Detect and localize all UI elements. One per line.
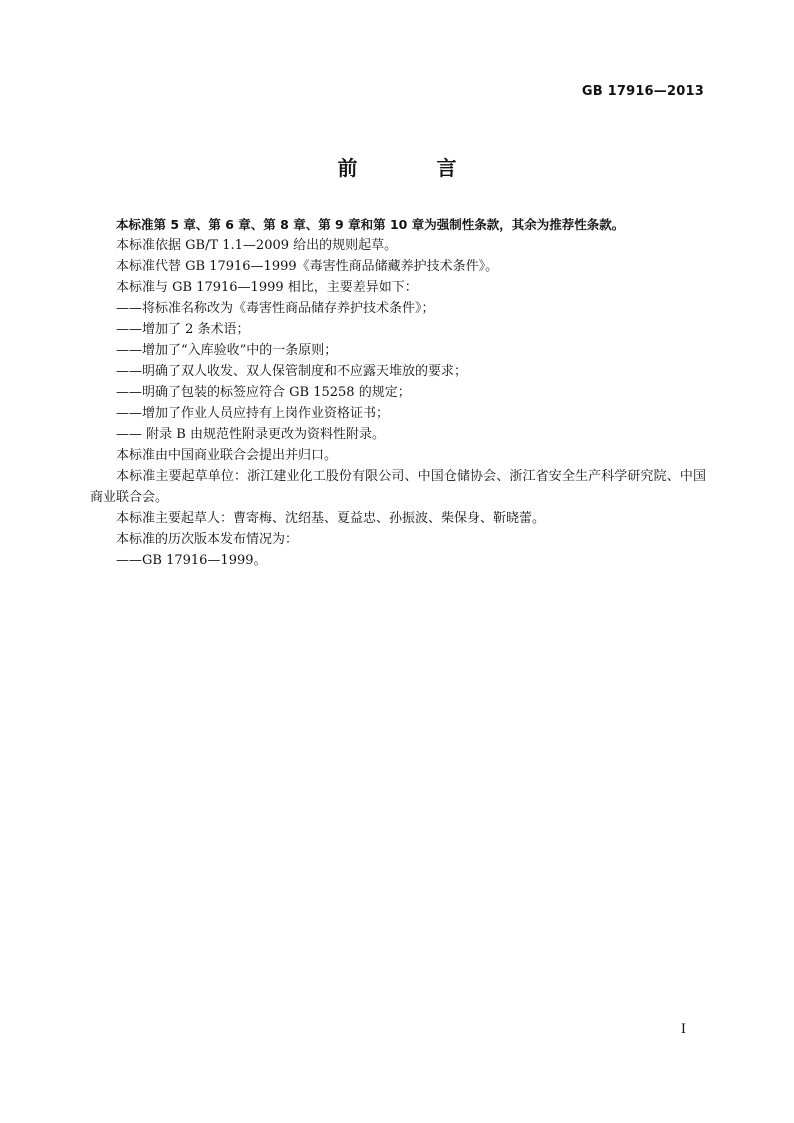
paragraph-drafting-rules: 本标准依据 GB/T 1.1—2009 给出的规则起草。 [116, 238, 398, 253]
list-item-change: ——将标准名称改为《毒害性商品储存养护技术条件》； [116, 301, 435, 316]
list-item-history: ——GB 17916—1999。 [116, 553, 267, 568]
paragraph-history-intro: 本标准的历次版本发布情况为： [116, 532, 299, 547]
page-title: 前 言 [337, 156, 493, 180]
page-number: I [680, 1022, 686, 1037]
list-item-change: ——明确了双人收发、双人保管制度和不应露天堆放的要求； [116, 364, 468, 379]
foreword-body [90, 214, 706, 571]
paragraph-differences-intro: 本标准与 GB 17916—1999 相比，主要差异如下： [116, 280, 418, 295]
list-item-change: ——增加了 2 条术语； [116, 322, 250, 337]
paragraph-proposer: 本标准由中国商业联合会提出并归口。 [116, 448, 338, 463]
list-item-change: ——明确了包装的标签应符合 GB 15258 的规定； [116, 385, 411, 400]
paragraph-replaces: 本标准代替 GB 17916—1999《毒害性商品储藏养护技术条件》。 [116, 259, 499, 274]
paragraph-drafting-units: 本标准主要起草单位：浙江建业化工股份有限公司、中国仓储协会、浙江省安全生产科学研究院、中国商业联合会。 [90, 469, 706, 505]
mandatory-clauses-statement: 本标准第 5 章、第 6 章、第 8 章、第 9 章和第 10 章为强制性条款，其余为推荐性条款。 [116, 217, 625, 232]
list-item-change: ——增加了作业人员应持有上岗作业资格证书； [116, 406, 390, 421]
list-item-change: ——增加了“入库验收”中的一条原则； [116, 343, 338, 358]
list-item-change: —— 附录 B 由规范性附录更改为资料性附录。 [116, 427, 385, 442]
standard-code: GB 17916—2013 [581, 84, 704, 99]
paragraph-drafters: 本标准主要起草人：曹寄梅、沈绍基、夏益忠、孙振波、柴保身、靳晓蕾。 [116, 511, 546, 526]
